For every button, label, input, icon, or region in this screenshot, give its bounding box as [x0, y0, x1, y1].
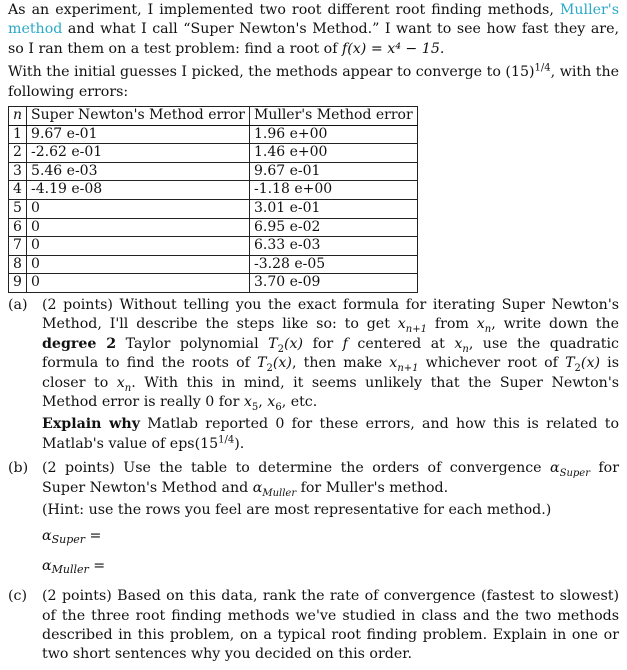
- error-table: [8, 106, 418, 293]
- table-row: [9, 144, 418, 163]
- table-row: [9, 162, 418, 181]
- table-row: [9, 200, 418, 219]
- convergence-text-1: With the initial guesses I picked, the methods appear to converge to (15): [8, 64, 535, 81]
- part-b-body: [42, 459, 619, 585]
- table-row: [9, 274, 418, 293]
- part-b: [8, 459, 619, 585]
- cell-super: 0: [27, 218, 250, 237]
- cell-muller: 1.46 e+00: [250, 144, 418, 163]
- cell-super: 0: [27, 274, 250, 293]
- cell-muller: -3.28 e-05: [250, 255, 418, 274]
- cell-muller: 3.70 e-09: [250, 274, 418, 293]
- part-c-label: (c): [8, 588, 28, 605]
- function-formula: f(x) = x⁴ − 15.: [341, 40, 445, 57]
- cell-n: 5: [9, 200, 27, 219]
- cell-super: 5.46 e-03: [27, 162, 250, 181]
- intro-text-2: and what I call “Super Newton's Method.” I want to see how fast they are, so I ran them on a test problem: find a root of: [8, 21, 619, 57]
- alpha-super-answer: $\alpha_{Super}$ =: [42, 528, 102, 547]
- convergence-text-2: , with the following errors:: [8, 64, 619, 100]
- cell-n: 8: [9, 255, 27, 274]
- part-a-label: (a): [8, 296, 28, 313]
- alpha-muller-answer: $\alpha_{Muller}$ =: [42, 557, 106, 576]
- header-muller: Muller's Method error: [250, 107, 418, 126]
- part-c-paragraph: (2 points) Based on this data, rank the rate of convergence (fastest to slowest) of the three root finding methods we've studied in class and the two methods described in this problem, on a typical root finding problem. Explain in one or two short sentences why you decided on this order.: [42, 588, 619, 663]
- part-c-body: [42, 587, 619, 668]
- cell-muller: 3.01 e-01: [250, 200, 418, 219]
- part-b-paragraph-1: (2 points) Use the table to determine the orders of convergence $\alpha_{Super}$ for Super Newton's Method and $\alpha_{Muller}$ for Muller's method.: [42, 460, 619, 499]
- part-a: [8, 296, 619, 457]
- cell-super: 9.67 e-01: [27, 125, 250, 144]
- cell-super: -4.19 e-08: [27, 181, 250, 200]
- header-super-newton: Super Newton's Method error: [27, 107, 250, 126]
- part-b-label: (b): [8, 460, 29, 477]
- mullers-method-link[interactable]: Muller's method: [8, 2, 619, 38]
- part-a-paragraph-2: Explain why Matlab reported 0 for these errors, and how this is related to Matlab's value of $eps(15^{1/4})$.: [42, 416, 619, 452]
- cell-super: 0: [27, 200, 250, 219]
- header-n: n: [9, 107, 27, 126]
- cell-muller: 1.96 e+00: [250, 125, 418, 144]
- part-a-body: [42, 296, 619, 457]
- table-row: [9, 237, 418, 256]
- cell-n: 1: [9, 125, 27, 144]
- cell-n: 3: [9, 162, 27, 181]
- table-row: [9, 181, 418, 200]
- part-a-paragraph-1: (2 points) Without telling you the exact formula for iterating Super Newton's Method, I'll describe the steps like so: to get $x_{n+1}$ from $x_n$, write down the degree 2 Taylor polynomial $T_2(x)$ for f centered at $x_n$, use the quadratic formula to find the roots of $T_2(x)$, then make $x_{n+1}$ whichever root of $T_2(x)$ is closer to $x_n$. With this in mind, it seems unlikely that the Super Newton's Method error is really 0 for $x_5$, $x_6$, etc.: [42, 296, 619, 413]
- cell-super: 0: [27, 237, 250, 256]
- cell-n: 6: [9, 218, 27, 237]
- exponent: 1/4: [534, 62, 551, 74]
- table-row: [9, 255, 418, 274]
- intro-paragraph: [8, 1, 619, 59]
- cell-n: 7: [9, 237, 27, 256]
- cell-n: 9: [9, 274, 27, 293]
- intro-text-1: As an experiment, I implemented two root different root finding methods,: [8, 2, 560, 18]
- table-row: [9, 218, 418, 237]
- cell-super: 0: [27, 255, 250, 274]
- cell-n: 2: [9, 144, 27, 163]
- cell-muller: 6.33 e-03: [250, 237, 418, 256]
- part-c: [8, 587, 619, 668]
- cell-muller: -1.18 e+00: [250, 181, 418, 200]
- table-header-row: [9, 107, 418, 126]
- cell-muller: 6.95 e-02: [250, 218, 418, 237]
- cell-super: -2.62 e-01: [27, 144, 250, 163]
- part-b-hint: (Hint: use the rows you feel are most representative for each method.): [42, 502, 552, 519]
- table-row: [9, 125, 418, 144]
- convergence-paragraph: [8, 63, 619, 102]
- cell-n: 4: [9, 181, 27, 200]
- cell-muller: 9.67 e-01: [250, 162, 418, 181]
